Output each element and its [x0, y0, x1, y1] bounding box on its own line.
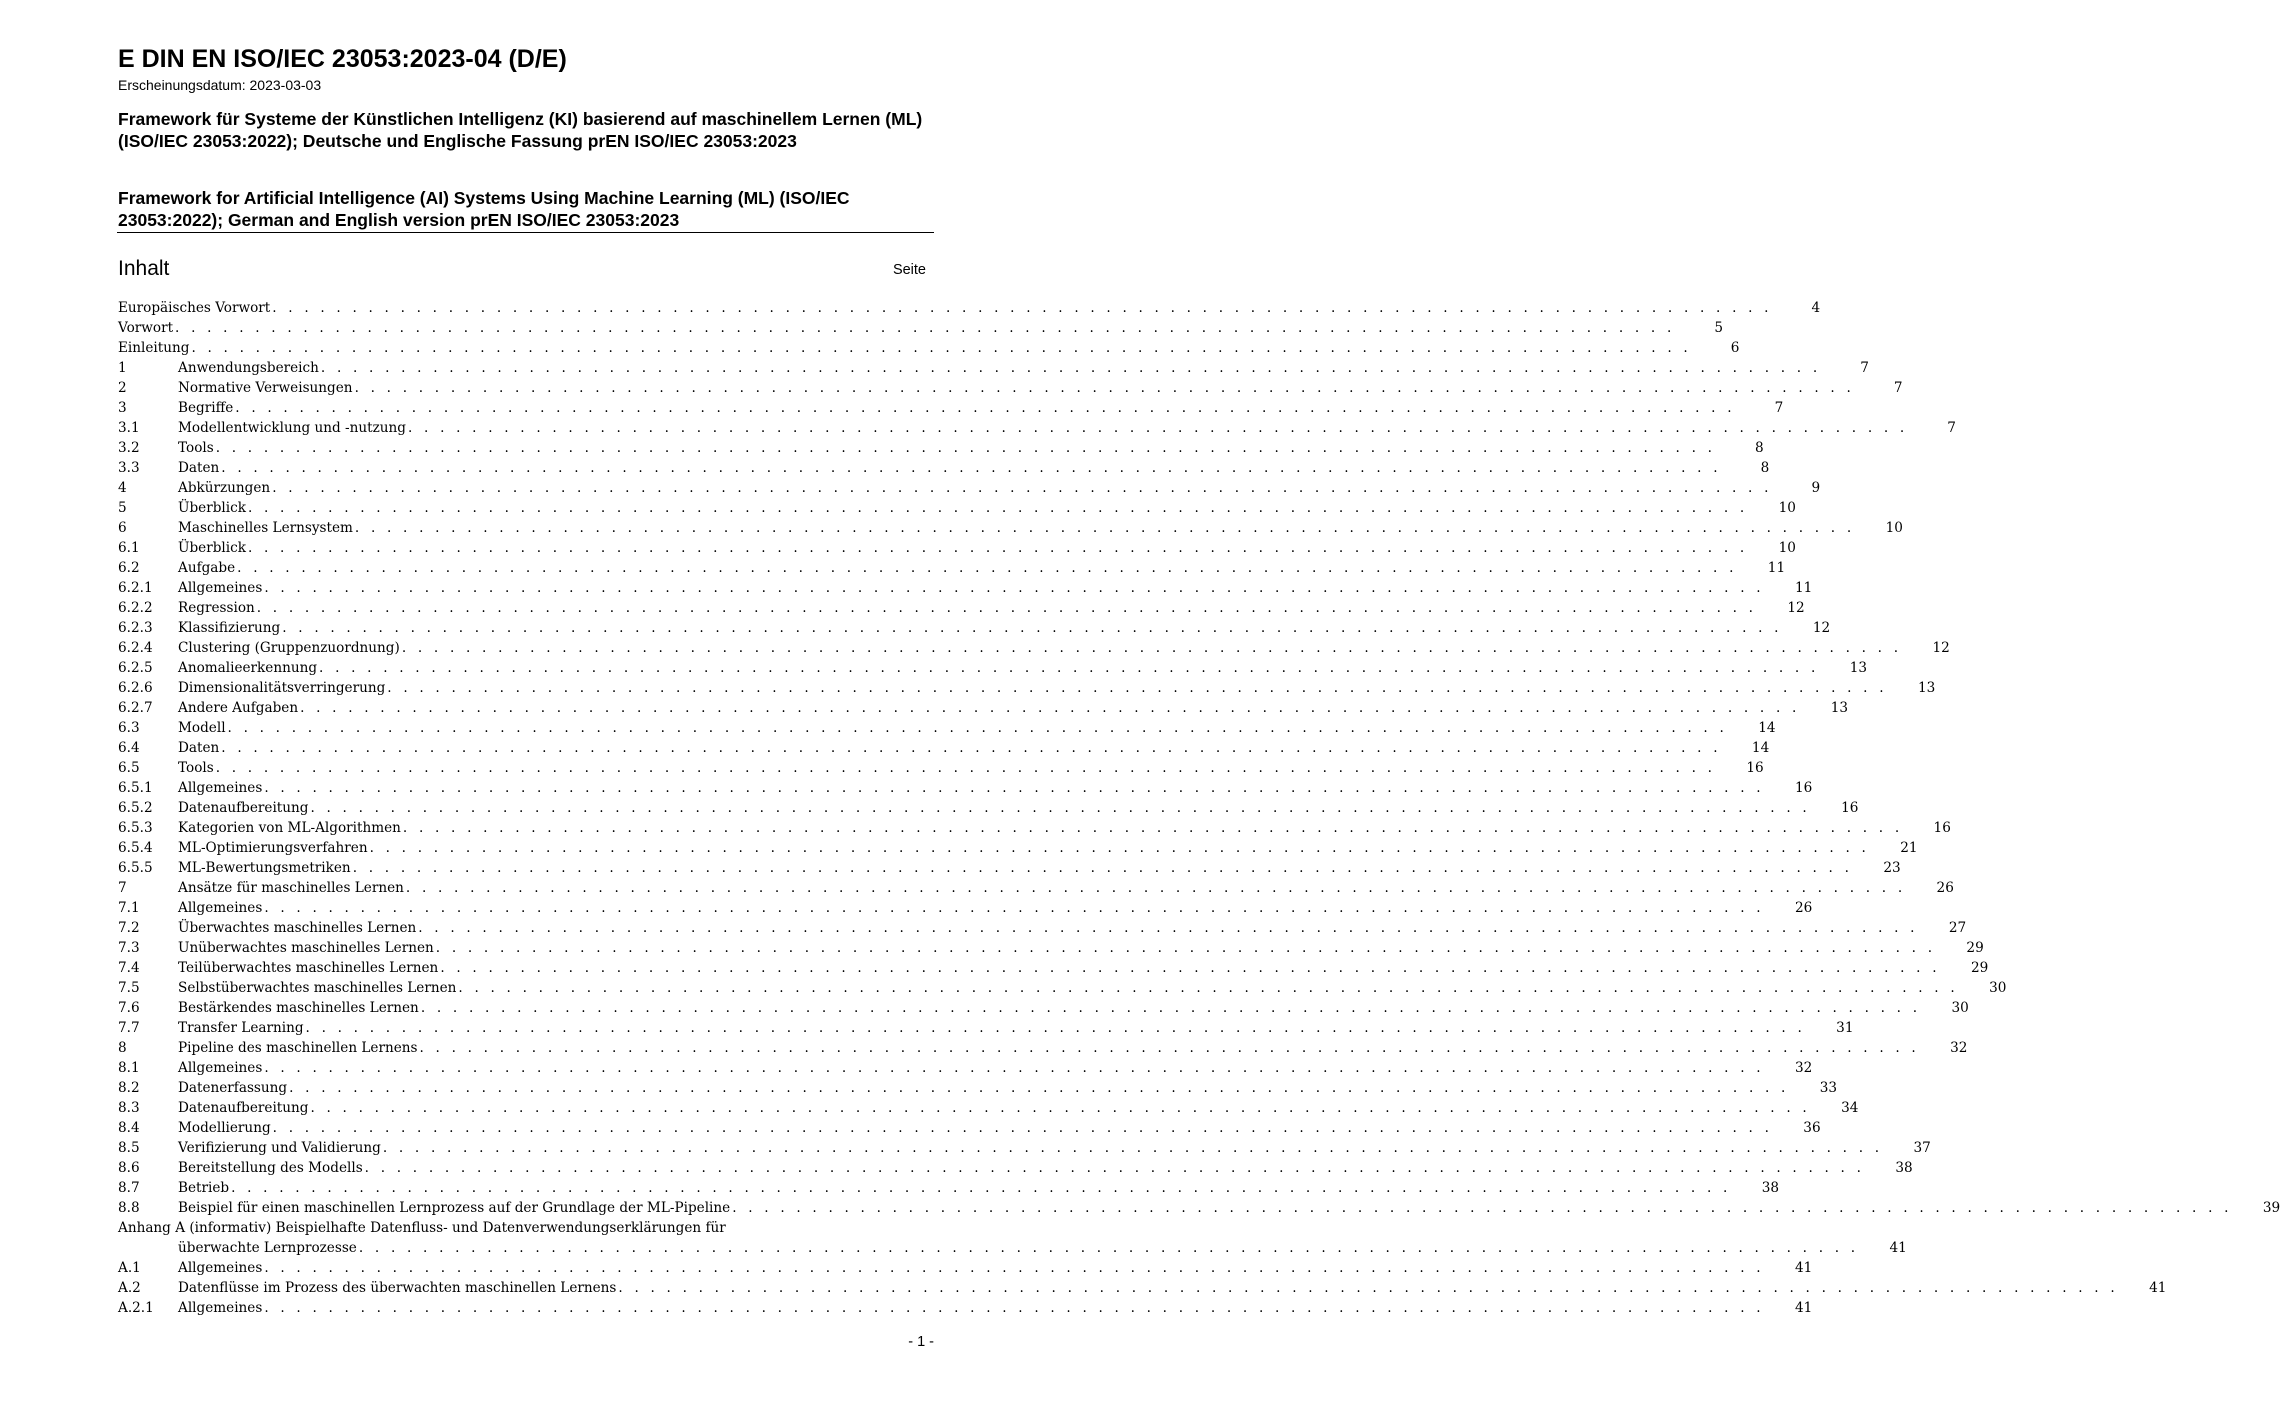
toc-entry-page: 7: [1947, 420, 1956, 436]
toc-entry[interactable]: [118, 1298, 1813, 1318]
toc-dot-leader: . . . . . . . . . . . . . . . . . . . . . . . . . . . . . . . . . . . . . . . . . . . . . . . . . . . . . . . . . . . . . . . . . . . . . . . . . . . . . . . . . . . . . . . . . . . . . .: [264, 900, 1765, 916]
toc-dot-leader: . . . . . . . . . . . . . . . . . . . . . . . . . . . . . . . . . . . . . . . . . . . . . . . . . . . . . . . . . . . . . . . . . . . . . . . . . . . . . . . . . . . . . . . . . . . . . .: [405, 880, 1906, 896]
toc-dot-leader: . . . . . . . . . . . . . . . . . . . . . . . . . . . . . . . . . . . . . . . . . . . . . . . . . . . . . . . . . . . . . . . . . . . . . . . . . . . . . . . . . . . . . . . . . . . . . .: [300, 700, 1801, 716]
toc-entry-page: 7: [1893, 380, 1903, 396]
toc-dot-leader: . . . . . . . . . . . . . . . . . . . . . . . . . . . . . . . . . . . . . . . . . . . . . . . . . . . . . . . . . . . . . . . . . . . . . . . . . . . . . . . . . . . . . . . . . . . . . .: [354, 520, 1855, 536]
toc-entry[interactable]: [118, 918, 1967, 938]
toc-entry[interactable]: [118, 1158, 1913, 1178]
toc-entry-title: Begriffe: [178, 400, 234, 416]
toc-entry[interactable]: [118, 1058, 1813, 1078]
toc-entry[interactable]: [118, 318, 1723, 338]
toc-entry-page: 29: [1966, 940, 1984, 956]
toc-entry[interactable]: [118, 838, 1918, 858]
toc-entry-number: 6.2.6: [118, 680, 153, 696]
toc-entry[interactable]: [118, 858, 1901, 878]
toc-dot-leader: . . . . . . . . . . . . . . . . . . . . . . . . . . . . . . . . . . . . . . . . . . . . . . . . . . . . . . . . . . . . . . . . . . . . . . . . . . . . . . . . . . . . . . . . . . . . . .: [310, 800, 1811, 816]
toc-entry[interactable]: [118, 538, 1796, 558]
toc-entry[interactable]: [118, 1138, 1931, 1158]
toc-entry-title: Datenaufbereitung: [178, 800, 309, 816]
toc-entry-number: 5: [118, 500, 127, 516]
toc-entry-number: 6: [118, 520, 127, 536]
toc-dot-leader: . . . . . . . . . . . . . . . . . . . . . . . . . . . . . . . . . . . . . . . . . . . . . . . . . . . . . . . . . . . . . . . . . . . . . . . . . . . . . . . . . . . . . . . . . . . . . .: [237, 560, 1738, 576]
toc-entry-page: 30: [1989, 980, 2007, 996]
toc-entry-title: Selbstüberwachtes maschinelles Lernen: [178, 980, 457, 996]
toc-entry-number: 7.3: [118, 940, 140, 956]
toc-entry[interactable]: [118, 518, 1903, 538]
toc-entry[interactable]: [118, 698, 1849, 718]
header-divider: [117, 232, 934, 233]
toc-entry-number: 3: [118, 400, 127, 416]
toc-dot-leader: . . . . . . . . . . . . . . . . . . . . . . . . . . . . . . . . . . . . . . . . . . . . . . . . . . . . . . . . . . . . . . . . . . . . . . . . . . . . . . . . . . . . . . . . . . . . . .: [264, 580, 1765, 596]
toc-entry-page: 26: [1936, 880, 1954, 896]
toc-entry-number: 6.2.4: [118, 640, 153, 656]
toc-entry-page: 9: [1811, 480, 1821, 496]
toc-dot-leader: . . . . . . . . . . . . . . . . . . . . . . . . . . . . . . . . . . . . . . . . . . . . . . . . . . . . . . . . . . . . . . . . . . . . . . . . . . . . . . . . . . . . . . . . . . . . . .: [387, 680, 1888, 696]
toc-dot-leader: . . . . . . . . . . . . . . . . . . . . . . . . . . . . . . . . . . . . . . . . . . . . . . . . . . . . . . . . . . . . . . . . . . . . . . . . . . . . . . . . . . . . . . . . . . . . . .: [272, 480, 1773, 496]
toc-entry-number: 4: [118, 480, 127, 496]
toc-entry[interactable]: [118, 1218, 932, 1238]
toc-dot-leader: . . . . . . . . . . . . . . . . . . . . . . . . . . . . . . . . . . . . . . . . . . . . . . . . . . . . . . . . . . . . . . . . . . . . . . . . . . . . . . . . . . . . . . . . . . . . . .: [256, 600, 1757, 616]
toc-dot-leader: . . . . . . . . . . . . . . . . . . . . . . . . . . . . . . . . . . . . . . . . . . . . . . . . . . . . . . . . . . . . . . . . . . . . . . . . . . . . . . . . . . . . . . . . . . . . . .: [419, 1040, 1920, 1056]
toc-entry-title: überwachte Lernprozesse: [178, 1240, 357, 1256]
toc-heading: Inhalt: [118, 257, 170, 280]
toc-entry[interactable]: [118, 578, 1813, 598]
toc-entry-title: Bestärkendes maschinelles Lernen: [178, 1000, 419, 1016]
toc-dot-leader: . . . . . . . . . . . . . . . . . . . . . . . . . . . . . . . . . . . . . . . . . . . . . . . . . . . . . . . . . . . . . . . . . . . . . . . . . . . . . . . . . . . . . . . . . . . . . .: [289, 1080, 1790, 1096]
toc-entry-title: Vorwort: [118, 320, 174, 336]
toc-entry-number: 6.2.1: [118, 580, 153, 596]
toc-entry-number: 8.7: [118, 1180, 140, 1196]
toc-entry[interactable]: [118, 598, 1805, 618]
toc-entry[interactable]: [118, 758, 1764, 778]
table-of-contents: [118, 298, 2280, 1318]
toc-entry-number: 6.1: [118, 540, 140, 556]
toc-entry-title: Betrieb: [178, 1180, 230, 1196]
toc-dot-leader: . . . . . . . . . . . . . . . . . . . . . . . . . . . . . . . . . . . . . . . . . . . . . . . . . . . . . . . . . . . . . . . . . . . . . . . . . . . . . . . . . . . . . . . . . . . . . .: [402, 820, 1903, 836]
toc-entry-number: 6.2.5: [118, 660, 153, 676]
toc-dot-leader: . . . . . . . . . . . . . . . . . . . . . . . . . . . . . . . . . . . . . . . . . . . . . . . . . . . . . . . . . . . . . . . . . . . . . . . . . . . . . . . . . . . . . . . . . . . . . .: [191, 340, 1692, 356]
toc-entry-page: 10: [1778, 540, 1796, 556]
toc-entry[interactable]: [118, 998, 1969, 1018]
toc-dot-leader: . . . . . . . . . . . . . . . . . . . . . . . . . . . . . . . . . . . . . . . . . . . . . . . . . . . . . . . . . . . . . . . . . . . . . . . . . . . . . . . . . . . . . . . . . . . . . .: [264, 1060, 1765, 1076]
toc-entry-title: Überwachtes maschinelles Lernen: [178, 920, 417, 936]
toc-dot-leader: . . . . . . . . . . . . . . . . . . . . . . . . . . . . . . . . . . . . . . . . . . . . . . . . . . . . . . . . . . . . . . . . . . . . . . . . . . . . . . . . . . . . . . . . . . . . . .: [401, 640, 1902, 656]
toc-entry-page: 33: [1819, 1080, 1838, 1096]
toc-dot-leader: . . . . . . . . . . . . . . . . . . . . . . . . . . . . . . . . . . . . . . . . . . . . . . . . . . . . . . . . . . . . . . . . . . . . . . . . . . . . . . . . . . . . . . . . . . . . . .: [305, 1020, 1806, 1036]
toc-entry[interactable]: [118, 738, 1770, 758]
toc-entry-page: 16: [1841, 800, 1859, 816]
toc-dot-leader: . . . . . . . . . . . . . . . . . . . . . . . . . . . . . . . . . . . . . . . . . . . . . . . . . . . . . . . . . . . . . . . . . . . . . . . . . . . . . . . . . . . . . . . . . . . . . .: [618, 1280, 2119, 1296]
toc-entry-title: Verifizierung und Validierung: [178, 1140, 381, 1156]
toc-entry-title: Anhang A (informativ) Beispielhafte Datenfluss- und Datenverwendungserklärungen für: [118, 1220, 726, 1236]
toc-entry[interactable]: [118, 1178, 1780, 1198]
toc-entry-title: Daten: [178, 460, 220, 476]
toc-dot-leader: . . . . . . . . . . . . . . . . . . . . . . . . . . . . . . . . . . . . . . . . . . . . . . . . . . . . . . . . . . . . . . . . . . . . . . . . . . . . . . . . . . . . . . . . . . . . . .: [235, 400, 1736, 416]
toc-entry-title: Normative Verweisungen: [178, 380, 353, 396]
toc-entry-page: 10: [1778, 500, 1796, 516]
toc-entry[interactable]: [118, 398, 1784, 418]
toc-entry-number: 8.8: [118, 1200, 140, 1216]
toc-entry[interactable]: [118, 778, 1813, 798]
toc-entry-page: 41: [1794, 1260, 1813, 1276]
toc-entry-page: 21: [1900, 840, 1918, 856]
toc-dot-leader: . . . . . . . . . . . . . . . . . . . . . . . . . . . . . . . . . . . . . . . . . . . . . . . . . . . . . . . . . . . . . . . . . . . . . . . . . . . . . . . . . . . . . . . . . . . . . .: [264, 1300, 1765, 1316]
toc-entry-title: Datenaufbereitung: [178, 1100, 309, 1116]
toc-entry[interactable]: [118, 1258, 1813, 1278]
toc-entry[interactable]: [118, 618, 1831, 638]
toc-entry[interactable]: [118, 798, 1859, 818]
toc-entry-page: 23: [1883, 860, 1901, 876]
toc-entry[interactable]: [118, 298, 1821, 318]
toc-entry-page: 7: [1774, 400, 1784, 416]
toc-entry-title: Anomalieerkennung: [178, 660, 318, 676]
toc-entry-title: Datenerfassung: [178, 1080, 288, 1096]
toc-entry-page: 41: [2149, 1280, 2167, 1296]
toc-entry-number: 6.5.5: [118, 860, 153, 876]
toc-entry-page: 38: [1761, 1180, 1780, 1196]
toc-dot-leader: . . . . . . . . . . . . . . . . . . . . . . . . . . . . . . . . . . . . . . . . . . . . . . . . . . . . . . . . . . . . . . . . . . . . . . . . . . . . . . . . . . . . . . . . . . . . . .: [272, 1120, 1773, 1136]
toc-dot-leader: . . . . . . . . . . . . . . . . . . . . . . . . . . . . . . . . . . . . . . . . . . . . . . . . . . . . . . . . . . . . . . . . . . . . . . . . . . . . . . . . . . . . . . . . . . . . . .: [418, 920, 1919, 936]
toc-entry-number: 3.2: [118, 440, 140, 456]
toc-entry-page: 13: [1917, 680, 1936, 696]
toc-entry[interactable]: [118, 1198, 2280, 1218]
document-id: E DIN EN ISO/IEC 23053:2023-04 (D/E): [118, 45, 567, 73]
toc-entry-number: 6.3: [118, 720, 140, 736]
toc-dot-leader: . . . . . . . . . . . . . . . . . . . . . . . . . . . . . . . . . . . . . . . . . . . . . . . . . . . . . . . . . . . . . . . . . . . . . . . . . . . . . . . . . . . . . . . . . . . . . .: [732, 1200, 2233, 1216]
toc-entry-number: A.2.1: [118, 1300, 154, 1316]
toc-entry-number: 7.2: [118, 920, 140, 936]
toc-dot-leader: . . . . . . . . . . . . . . . . . . . . . . . . . . . . . . . . . . . . . . . . . . . . . . . . . . . . . . . . . . . . . . . . . . . . . . . . . . . . . . . . . . . . . . . . . . . . . .: [352, 860, 1853, 876]
toc-dot-leader: . . . . . . . . . . . . . . . . . . . . . . . . . . . . . . . . . . . . . . . . . . . . . . . . . . . . . . . . . . . . . . . . . . . . . . . . . . . . . . . . . . . . . . . . . . . . . .: [247, 500, 1748, 516]
toc-entry-page: 12: [1812, 620, 1831, 636]
toc-entry-title: Pipeline des maschinellen Lernens: [178, 1040, 418, 1056]
toc-entry[interactable]: [118, 878, 1954, 898]
toc-entry-page: 36: [1803, 1120, 1821, 1136]
toc-entry-title: Bereitstellung des Modells: [178, 1160, 363, 1176]
toc-entry-page: 39: [2262, 1200, 2280, 1216]
toc-dot-leader: . . . . . . . . . . . . . . . . . . . . . . . . . . . . . . . . . . . . . . . . . . . . . . . . . . . . . . . . . . . . . . . . . . . . . . . . . . . . . . . . . . . . . . . . . . . . . .: [264, 780, 1765, 796]
toc-entry-title: Allgemeines: [178, 580, 263, 596]
toc-dot-leader: . . . . . . . . . . . . . . . . . . . . . . . . . . . . . . . . . . . . . . . . . . . . . . . . . . . . . . . . . . . . . . . . . . . . . . . . . . . . . . . . . . . . . . . . . . . . . .: [364, 1160, 1865, 1176]
toc-entry[interactable]: [118, 718, 1776, 738]
toc-entry-page: 16: [1794, 780, 1813, 796]
toc-dot-leader: . . . . . . . . . . . . . . . . . . . . . . . . . . . . . . . . . . . . . . . . . . . . . . . . . . . . . . . . . . . . . . . . . . . . . . . . . . . . . . . . . . . . . . . . . . . . . .: [382, 1140, 1883, 1156]
toc-entry-title: ML-Bewertungsmetriken: [178, 860, 351, 876]
toc-dot-leader: . . . . . . . . . . . . . . . . . . . . . . . . . . . . . . . . . . . . . . . . . . . . . . . . . . . . . . . . . . . . . . . . . . . . . . . . . . . . . . . . . . . . . . . . . . . . . .: [231, 1180, 1732, 1196]
toc-dot-leader: . . . . . . . . . . . . . . . . . . . . . . . . . . . . . . . . . . . . . . . . . . . . . . . . . . . . . . . . . . . . . . . . . . . . . . . . . . . . . . . . . . . . . . . . . . . . . .: [369, 840, 1870, 856]
toc-entry[interactable]: [118, 1038, 1968, 1058]
toc-entry-title: Allgemeines: [178, 900, 263, 916]
toc-dot-leader: . . . . . . . . . . . . . . . . . . . . . . . . . . . . . . . . . . . . . . . . . . . . . . . . . . . . . . . . . . . . . . . . . . . . . . . . . . . . . . . . . . . . . . . . . . . . . .: [354, 380, 1855, 396]
toc-entry-number: 3.3: [118, 460, 140, 476]
toc-entry-page: 41: [1794, 1300, 1813, 1316]
toc-entry-title: Allgemeines: [178, 1060, 263, 1076]
toc-entry-page: 12: [1787, 600, 1805, 616]
toc-entry-page: 14: [1758, 720, 1776, 736]
toc-entry[interactable]: [118, 438, 1764, 458]
toc-entry-number: 8.3: [118, 1100, 140, 1116]
toc-dot-leader: . . . . . . . . . . . . . . . . . . . . . . . . . . . . . . . . . . . . . . . . . . . . . . . . . . . . . . . . . . . . . . . . . . . . . . . . . . . . . . . . . . . . . . . . . . . . . .: [358, 1240, 1859, 1256]
toc-entry-page: 32: [1794, 1060, 1813, 1076]
toc-entry-number: 6.2.2: [118, 600, 153, 616]
toc-entry-number: 8: [118, 1040, 127, 1056]
toc-dot-leader: . . . . . . . . . . . . . . . . . . . . . . . . . . . . . . . . . . . . . . . . . . . . . . . . . . . . . . . . . . . . . . . . . . . . . . . . . . . . . . . . . . . . . . . . . . . . . .: [435, 940, 1936, 956]
toc-entry-title: Überblick: [178, 540, 246, 556]
toc-entry[interactable]: [118, 958, 1989, 978]
toc-dot-leader: . . . . . . . . . . . . . . . . . . . . . . . . . . . . . . . . . . . . . . . . . . . . . . . . . . . . . . . . . . . . . . . . . . . . . . . . . . . . . . . . . . . . . . . . . . . . . .: [440, 960, 1941, 976]
toc-entry-title: Überblick: [178, 500, 246, 516]
toc-entry-page: 29: [1970, 960, 1989, 976]
toc-entry[interactable]: [118, 658, 1867, 678]
toc-entry-number: 7.4: [118, 960, 140, 976]
toc-entry-number: 6.5: [118, 760, 140, 776]
toc-dot-leader: . . . . . . . . . . . . . . . . . . . . . . . . . . . . . . . . . . . . . . . . . . . . . . . . . . . . . . . . . . . . . . . . . . . . . . . . . . . . . . . . . . . . . . . . . . . . . .: [458, 980, 1959, 996]
toc-entry-title: Aufgabe: [178, 560, 236, 576]
toc-entry-title: Datenflüsse im Prozess des überwachten maschinellen Lernens: [178, 1280, 617, 1296]
toc-entry-number: 8.6: [118, 1160, 140, 1176]
toc-entry[interactable]: [118, 1018, 1854, 1038]
toc-entry-title: Allgemeines: [178, 1260, 263, 1276]
publication-date: Erscheinungsdatum: 2023-03-03: [118, 77, 322, 93]
toc-entry-page: 13: [1830, 700, 1849, 716]
toc-entry-page: 31: [1836, 1020, 1854, 1036]
toc-entry-number: 6.2.3: [118, 620, 153, 636]
toc-entry-number: 7.5: [118, 980, 140, 996]
toc-entry-number: 7.6: [118, 1000, 140, 1016]
toc-entry[interactable]: [118, 378, 1903, 398]
toc-entry-title: Tools: [178, 440, 214, 456]
toc-entry-page: 8: [1760, 460, 1770, 476]
toc-entry-number: 8.5: [118, 1140, 140, 1156]
toc-entry-title: Tools: [178, 760, 214, 776]
toc-entry[interactable]: [118, 938, 1984, 958]
toc-entry-number: 6.5.2: [118, 800, 153, 816]
toc-entry-number: 7.1: [118, 900, 140, 916]
toc-entry-number: 6.5.1: [118, 780, 153, 796]
toc-entry-page: 41: [1889, 1240, 1907, 1256]
toc-entry-page: 5: [1714, 320, 1723, 336]
toc-entry-continuation[interactable]: [118, 1238, 1907, 1258]
toc-entry-number: 1: [118, 360, 127, 376]
toc-entry[interactable]: [118, 358, 1869, 378]
toc-entry-page: 26: [1794, 900, 1813, 916]
toc-dot-leader: . . . . . . . . . . . . . . . . . . . . . . . . . . . . . . . . . . . . . . . . . . . . . . . . . . . . . . . . . . . . . . . . . . . . . . . . . . . . . . . . . . . . . . . . . . . . . .: [215, 760, 1716, 776]
toc-entry-title: Allgemeines: [178, 1300, 263, 1316]
toc-entry-title: Maschinelles Lernsystem: [178, 520, 353, 536]
toc-dot-leader: . . . . . . . . . . . . . . . . . . . . . . . . . . . . . . . . . . . . . . . . . . . . . . . . . . . . . . . . . . . . . . . . . . . . . . . . . . . . . . . . . . . . . . . . . . . . . .: [408, 420, 1908, 436]
title-english: Framework for Artificial Intelligence (AI) Systems Using Machine Learning (ML) (ISO/IEC 23053:2022); German and English version prEN ISO/IEC 23053:2023: [118, 188, 850, 230]
toc-entry-page: 7: [1860, 360, 1869, 376]
toc-dot-leader: . . . . . . . . . . . . . . . . . . . . . . . . . . . . . . . . . . . . . . . . . . . . . . . . . . . . . . . . . . . . . . . . . . . . . . . . . . . . . . . . . . . . . . . . . . . . . .: [175, 320, 1675, 336]
toc-entry-number: 7: [118, 880, 127, 896]
toc-entry-number: 6.2.7: [118, 700, 153, 716]
page-column-label: Seite: [892, 262, 926, 278]
toc-dot-leader: . . . . . . . . . . . . . . . . . . . . . . . . . . . . . . . . . . . . . . . . . . . . . . . . . . . . . . . . . . . . . . . . . . . . . . . . . . . . . . . . . . . . . . . . . . . . . .: [320, 360, 1821, 376]
toc-entry-page: 34: [1841, 1100, 1859, 1116]
toc-dot-leader: . . . . . . . . . . . . . . . . . . . . . . . . . . . . . . . . . . . . . . . . . . . . . . . . . . . . . . . . . . . . . . . . . . . . . . . . . . . . . . . . . . . . . . . . . . . . . .: [221, 740, 1722, 756]
toc-entry-title: Regression: [178, 600, 255, 616]
toc-entry-title: Allgemeines: [178, 780, 263, 796]
toc-dot-leader: . . . . . . . . . . . . . . . . . . . . . . . . . . . . . . . . . . . . . . . . . . . . . . . . . . . . . . . . . . . . . . . . . . . . . . . . . . . . . . . . . . . . . . . . . . . . . .: [221, 460, 1722, 476]
toc-dot-leader: . . . . . . . . . . . . . . . . . . . . . . . . . . . . . . . . . . . . . . . . . . . . . . . . . . . . . . . . . . . . . . . . . . . . . . . . . . . . . . . . . . . . . . . . . . . . . .: [319, 660, 1819, 676]
toc-entry-title: Clustering (Gruppenzuordnung): [178, 640, 400, 656]
toc-entry-title: Dimensionalitätsverringerung: [178, 680, 386, 696]
toc-entry-number: 8.2: [118, 1080, 140, 1096]
toc-entry-page: 10: [1885, 520, 1903, 536]
toc-entry[interactable]: [118, 678, 1936, 698]
toc-dot-leader: . . . . . . . . . . . . . . . . . . . . . . . . . . . . . . . . . . . . . . . . . . . . . . . . . . . . . . . . . . . . . . . . . . . . . . . . . . . . . . . . . . . . . . . . . . . . . .: [420, 1000, 1921, 1016]
toc-entry[interactable]: [118, 478, 1821, 498]
toc-entry-title: Daten: [178, 740, 220, 756]
toc-entry-title: Kategorien von ML-Algorithmen: [178, 820, 401, 836]
toc-entry-page: 30: [1951, 1000, 1969, 1016]
toc-entry-number: 3.1: [118, 420, 140, 436]
toc-entry[interactable]: [118, 638, 1950, 658]
toc-entry-page: 13: [1849, 660, 1867, 676]
toc-dot-leader: . . . . . . . . . . . . . . . . . . . . . . . . . . . . . . . . . . . . . . . . . . . . . . . . . . . . . . . . . . . . . . . . . . . . . . . . . . . . . . . . . . . . . . . . . . . . . .: [272, 300, 1773, 316]
toc-entry-page: 6: [1730, 340, 1740, 356]
toc-entry-number: 8.4: [118, 1120, 140, 1136]
toc-dot-leader: . . . . . . . . . . . . . . . . . . . . . . . . . . . . . . . . . . . . . . . . . . . . . . . . . . . . . . . . . . . . . . . . . . . . . . . . . . . . . . . . . . . . . . . . . . . . . .: [215, 440, 1716, 456]
toc-entry[interactable]: [118, 418, 1956, 438]
toc-entry-page: 32: [1950, 1040, 1968, 1056]
toc-entry-number: 6.5.3: [118, 820, 153, 836]
toc-entry-page: 16: [1933, 820, 1951, 836]
toc-entry[interactable]: [118, 498, 1796, 518]
toc-dot-leader: . . . . . . . . . . . . . . . . . . . . . . . . . . . . . . . . . . . . . . . . . . . . . . . . . . . . . . . . . . . . . . . . . . . . . . . . . . . . . . . . . . . . . . . . . . . . . .: [310, 1100, 1811, 1116]
toc-entry-number: 6.4: [118, 740, 140, 756]
toc-dot-leader: . . . . . . . . . . . . . . . . . . . . . . . . . . . . . . . . . . . . . . . . . . . . . . . . . . . . . . . . . . . . . . . . . . . . . . . . . . . . . . . . . . . . . . . . . . . . . .: [247, 540, 1748, 556]
toc-entry[interactable]: [118, 818, 1951, 838]
toc-dot-leader: . . . . . . . . . . . . . . . . . . . . . . . . . . . . . . . . . . . . . . . . . . . . . . . . . . . . . . . . . . . . . . . . . . . . . . . . . . . . . . . . . . . . . . . . . . . . . .: [282, 620, 1783, 636]
toc-entry-title: Andere Aufgaben: [178, 700, 299, 716]
toc-entry-number: 2: [118, 380, 127, 396]
toc-entry[interactable]: [118, 558, 1786, 578]
toc-entry-page: 12: [1932, 640, 1950, 656]
toc-entry[interactable]: [118, 978, 2007, 998]
toc-entry[interactable]: [118, 1278, 2167, 1298]
toc-entry-title: Beispiel für einen maschinellen Lernprozess auf der Grundlage der ML-Pipeline: [178, 1200, 731, 1216]
toc-entry-title: Modellierung: [178, 1120, 271, 1136]
toc-entry-title: Klassifizierung: [178, 620, 281, 636]
toc-entry[interactable]: [118, 1078, 1838, 1098]
toc-entry-title: Abkürzungen: [178, 480, 271, 496]
toc-entry-title: Europäisches Vorwort: [118, 300, 271, 316]
toc-entry-page: 37: [1913, 1140, 1931, 1156]
toc-entry-title: Einleitung: [118, 340, 190, 356]
toc-entry-title: Teilüberwachtes maschinelles Lernen: [178, 960, 439, 976]
page-number: - 1 -: [908, 1334, 934, 1350]
toc-entry[interactable]: [118, 1098, 1859, 1118]
title-german: Framework für Systeme der Künstlichen Intelligenz (KI) basierend auf maschinellem Lernen (ML) (ISO/IEC 23053:2022); Deutsche und Englische Fassung prEN ISO/IEC 23053:2023: [118, 109, 923, 151]
toc-entry-page: 4: [1811, 300, 1821, 316]
toc-dot-leader: . . . . . . . . . . . . . . . . . . . . . . . . . . . . . . . . . . . . . . . . . . . . . . . . . . . . . . . . . . . . . . . . . . . . . . . . . . . . . . . . . . . . . . . . . . . . . .: [227, 720, 1728, 736]
toc-entry-title: ML-Optimierungsverfahren: [178, 840, 368, 856]
toc-entry-number: 8.1: [118, 1060, 140, 1076]
toc-entry-page: 14: [1751, 740, 1770, 756]
toc-entry-page: 8: [1755, 440, 1764, 456]
toc-entry-title: Modellentwicklung und -nutzung: [178, 420, 406, 436]
toc-entry-page: 16: [1746, 760, 1764, 776]
toc-entry-number: 6.5.4: [118, 840, 153, 856]
toc-entry-page: 38: [1895, 1160, 1913, 1176]
toc-entry-number: 6.2: [118, 560, 140, 576]
toc-entry-page: 11: [1794, 580, 1813, 596]
toc-entry-number: 7.7: [118, 1020, 140, 1036]
toc-entry-title: Transfer Learning: [178, 1020, 304, 1036]
toc-entry-title: Modell: [178, 720, 226, 736]
toc-entry-title: Anwendungsbereich: [178, 360, 319, 376]
toc-entry-title: Unüberwachtes maschinelles Lernen: [178, 940, 434, 956]
toc-entry-title: Ansätze für maschinelles Lernen: [178, 880, 404, 896]
toc-entry-page: 11: [1767, 560, 1786, 576]
toc-dot-leader: . . . . . . . . . . . . . . . . . . . . . . . . . . . . . . . . . . . . . . . . . . . . . . . . . . . . . . . . . . . . . . . . . . . . . . . . . . . . . . . . . . . . . . . . . . . . . .: [264, 1260, 1765, 1276]
toc-entry-page: 27: [1948, 920, 1967, 936]
toc-entry-number: A.2: [118, 1280, 141, 1296]
toc-entry[interactable]: [118, 898, 1813, 918]
toc-entry[interactable]: [118, 458, 1770, 478]
toc-entry[interactable]: [118, 1118, 1821, 1138]
toc-entry[interactable]: [118, 338, 1740, 358]
toc-entry-number: A.1: [118, 1260, 141, 1276]
